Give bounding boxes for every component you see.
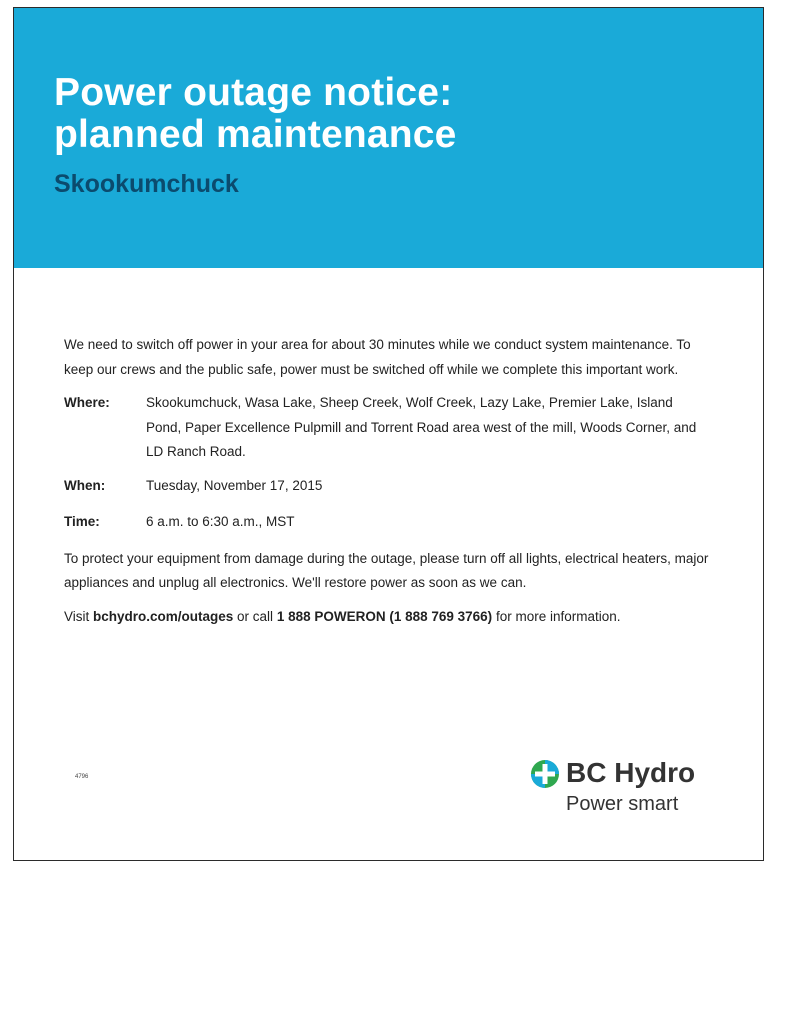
intro-paragraph: We need to switch off power in your area for about 30 minutes while we conduct system maintenance. To keep our crews and the public safe, power must be switched off while we complete this important work. bbox=[64, 337, 691, 377]
advice-paragraph: To protect your equipment from damage during the outage, please turn off all lights, electrical heaters, major appliances and unplug all electronics. We'll restore power as soon as we can. bbox=[64, 550, 709, 590]
time-label: Time: bbox=[64, 514, 100, 529]
logo-tagline: Power smart bbox=[566, 793, 679, 815]
notice-title bbox=[54, 72, 457, 156]
phone-number[interactable]: 1 888 POWERON (1 888 769 3766) bbox=[276, 608, 493, 624]
title-line-2: planned maintenance bbox=[54, 113, 457, 156]
contact-suffix: for more information. bbox=[492, 608, 621, 624]
logo-name: BC Hydro bbox=[566, 757, 696, 788]
location-subtitle: Skookumchuck bbox=[54, 170, 239, 198]
header-banner bbox=[14, 8, 763, 268]
time-value: 6 a.m. to 6:30 a.m., MST bbox=[146, 514, 295, 529]
where-label: Where: bbox=[64, 395, 110, 410]
bc-hydro-logo bbox=[530, 756, 730, 818]
where-value: Skookumchuck, Wasa Lake, Sheep Creek, Wolf Creek, Lazy Lake, Premier Lake, Island Pond, Paper Excellence Pulpmill and Torrent Road area west of the mill, Woods Corner, and LD Ranch Road. bbox=[146, 395, 697, 459]
when-value: Tuesday, November 17, 2015 bbox=[146, 477, 323, 493]
notice-body bbox=[64, 333, 709, 638]
website-link[interactable]: bchydro.com/outages bbox=[93, 608, 234, 624]
when-row bbox=[64, 474, 709, 499]
when-label: When: bbox=[64, 477, 106, 493]
contact-paragraph bbox=[64, 605, 709, 630]
time-row bbox=[64, 510, 709, 535]
title-line-1: Power outage notice: bbox=[54, 71, 453, 114]
bc-hydro-logo-icon bbox=[530, 759, 560, 789]
where-row bbox=[64, 391, 709, 465]
outage-notice bbox=[13, 7, 764, 861]
document-code: 4796 bbox=[75, 774, 89, 780]
contact-middle: or call bbox=[233, 608, 277, 624]
contact-prefix: Visit bbox=[64, 608, 94, 624]
